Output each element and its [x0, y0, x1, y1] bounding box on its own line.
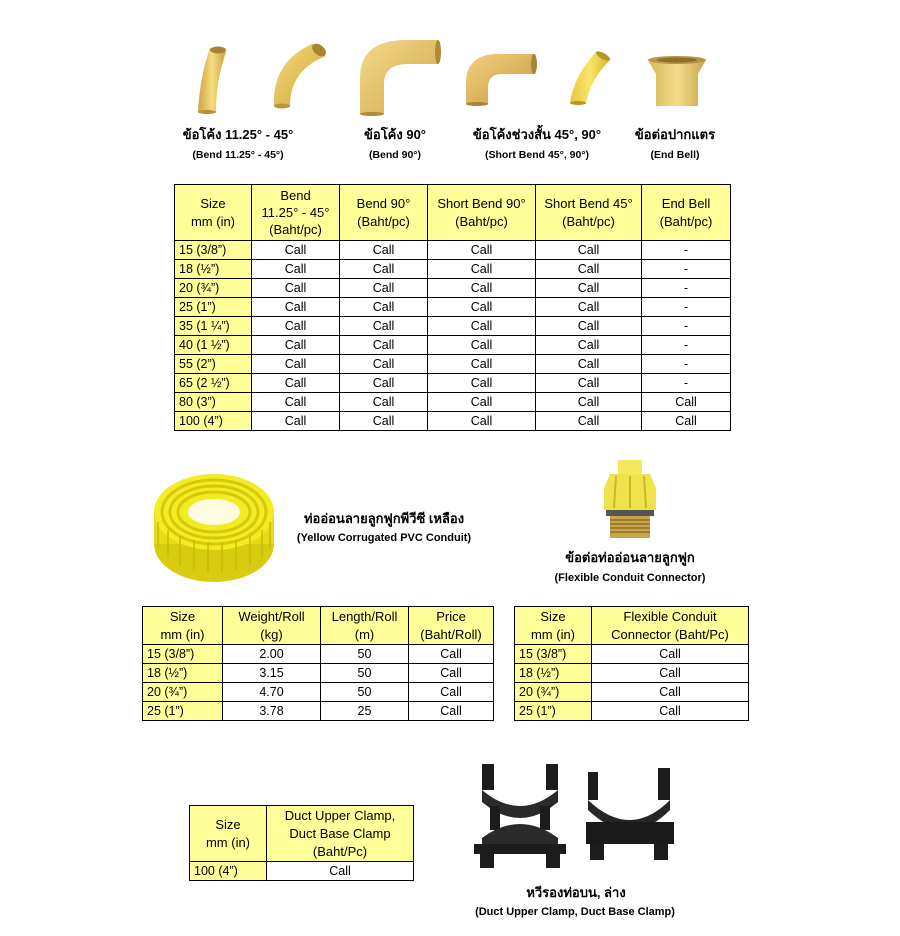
conduit-price-table	[142, 606, 494, 721]
flexible-conduit-connector-image	[596, 458, 664, 540]
price-cell: Call	[409, 645, 494, 664]
price-cell: -	[642, 260, 731, 279]
clamp-price-table	[189, 805, 414, 881]
price-cell: Call	[428, 412, 536, 431]
short-bend-caption-en: (Short Bend 45°, 90°)	[484, 149, 590, 161]
price-cell: -	[642, 374, 731, 393]
header-weight-roll: Weight/Roll (kg)	[223, 607, 321, 645]
price-cell: Call	[340, 298, 428, 317]
price-cell: Call	[340, 374, 428, 393]
price-cell: Call	[252, 355, 340, 374]
table-row	[515, 702, 749, 721]
size-cell: 65 (2 ½”)	[175, 374, 252, 393]
price-cell: Call	[340, 279, 428, 298]
price-cell: Call	[428, 279, 536, 298]
price-cell: Call	[536, 355, 642, 374]
size-cell: 20 (¾”)	[143, 683, 223, 702]
end-bell-image	[646, 54, 708, 110]
price-cell: -	[642, 241, 731, 260]
price-cell: Call	[428, 355, 536, 374]
price-cell: Call	[340, 336, 428, 355]
price-cell: Call	[592, 702, 749, 721]
price-cell: Call	[536, 298, 642, 317]
price-cell: Call	[267, 862, 414, 881]
size-cell: 20 (¾”)	[175, 279, 252, 298]
size-cell: 100 (4”)	[190, 862, 267, 881]
price-cell: Call	[428, 241, 536, 260]
header-end-bell: End Bell (Baht/pc)	[642, 185, 731, 241]
price-cell: Call	[252, 279, 340, 298]
size-cell: 18 (½”)	[515, 664, 592, 683]
size-cell: 80 (3”)	[175, 393, 252, 412]
connector-price-table	[514, 606, 749, 721]
connector-caption-en: (Flexible Conduit Connector)	[554, 572, 706, 584]
table-row	[175, 317, 731, 336]
header-size: Size mm (in)	[515, 607, 592, 645]
price-cell: 3.78	[223, 702, 321, 721]
duct-base-clamp-image	[582, 764, 678, 864]
table-row	[190, 862, 414, 881]
table-row	[175, 336, 731, 355]
price-cell: Call	[642, 393, 731, 412]
bend-90-caption-th: ข้อโค้ง 90°	[364, 127, 426, 142]
price-cell: Call	[252, 336, 340, 355]
price-cell: 50	[321, 664, 409, 683]
price-cell: -	[642, 355, 731, 374]
clamp-caption-en: (Duct Upper Clamp, Duct Base Clamp)	[475, 906, 675, 918]
size-cell: 15 (3/8”)	[175, 241, 252, 260]
table-row	[175, 279, 731, 298]
price-cell: Call	[536, 241, 642, 260]
price-cell: Call	[252, 412, 340, 431]
price-cell: Call	[536, 393, 642, 412]
size-cell: 40 (1 ½”)	[175, 336, 252, 355]
price-cell: 25	[321, 702, 409, 721]
corrugated-conduit-roll-image	[152, 470, 276, 586]
price-cell: Call	[340, 260, 428, 279]
header-short-bend-90: Short Bend 90° (Baht/pc)	[428, 185, 536, 241]
price-cell: Call	[409, 702, 494, 721]
fittings-price-table	[174, 184, 731, 431]
price-cell: Call	[252, 393, 340, 412]
table-row	[143, 664, 494, 683]
price-cell: 50	[321, 683, 409, 702]
price-cell: Call	[252, 241, 340, 260]
conduit-caption-th: ท่ออ่อนลายลูกฟูกพีวีซี เหลือง	[303, 511, 465, 526]
table-row	[175, 355, 731, 374]
price-cell: Call	[536, 336, 642, 355]
size-cell: 25 (1”)	[515, 702, 592, 721]
bend-90-caption-en: (Bend 90°)	[368, 149, 422, 161]
price-cell: Call	[409, 664, 494, 683]
price-cell: Call	[252, 374, 340, 393]
table-header-row	[515, 607, 749, 645]
size-cell: 25 (1”)	[143, 702, 223, 721]
price-cell: Call	[428, 374, 536, 393]
header-connector-price: Flexible Conduit Connector (Baht/Pc)	[592, 607, 749, 645]
size-cell: 18 (½”)	[175, 260, 252, 279]
price-cell: Call	[642, 412, 731, 431]
header-short-bend-45: Short Bend 45° (Baht/pc)	[536, 185, 642, 241]
price-cell: Call	[592, 664, 749, 683]
price-cell: Call	[340, 317, 428, 336]
price-cell: 50	[321, 645, 409, 664]
header-length-roll: Length/Roll (m)	[321, 607, 409, 645]
price-cell: Call	[428, 298, 536, 317]
price-cell: -	[642, 317, 731, 336]
short-bend-45-image	[566, 46, 616, 108]
size-cell: 100 (4”)	[175, 412, 252, 431]
price-cell: Call	[252, 317, 340, 336]
size-cell: 20 (¾”)	[515, 683, 592, 702]
price-cell: Call	[252, 298, 340, 317]
table-row	[143, 702, 494, 721]
price-cell: Call	[592, 683, 749, 702]
price-cell: Call	[536, 279, 642, 298]
price-cell: Call	[340, 241, 428, 260]
size-cell: 55 (2”)	[175, 355, 252, 374]
table-row	[175, 260, 731, 279]
size-cell: 35 (1 ¼”)	[175, 317, 252, 336]
clamp-caption-th: หวีรองท่อบน, ล่าง	[526, 885, 626, 900]
table-row	[143, 683, 494, 702]
price-cell: -	[642, 298, 731, 317]
bend-11-45-caption-en: (Bend 11.25° - 45°)	[192, 149, 284, 161]
price-cell: Call	[592, 645, 749, 664]
price-cell: Call	[428, 317, 536, 336]
price-cell: 4.70	[223, 683, 321, 702]
price-cell: Call	[428, 260, 536, 279]
price-cell: -	[642, 279, 731, 298]
table-row	[175, 298, 731, 317]
price-cell: Call	[340, 355, 428, 374]
short-bend-caption-th: ข้อโค้งช่วงสั้น 45°, 90°	[472, 127, 602, 142]
table-row	[175, 393, 731, 412]
price-cell: Call	[409, 683, 494, 702]
bend-90-image	[268, 40, 330, 110]
header-size: Size mm (in)	[175, 185, 252, 241]
price-cell: 3.15	[223, 664, 321, 683]
price-cell: -	[642, 336, 731, 355]
table-row	[143, 645, 494, 664]
price-cell: Call	[536, 412, 642, 431]
end-bell-caption-en: (End Bell)	[650, 149, 700, 161]
header-bend-11-45: Bend 11.25° - 45° (Baht/pc)	[252, 185, 340, 241]
bend-11-45-image	[188, 36, 232, 114]
duct-upper-clamp-image	[470, 760, 570, 870]
connector-caption-th: ข้อต่อท่ออ่อนลายลูกฟูก	[565, 550, 695, 565]
price-cell: 2.00	[223, 645, 321, 664]
price-cell: Call	[428, 393, 536, 412]
table-header-row	[190, 806, 414, 862]
header-clamp-price: Duct Upper Clamp, Duct Base Clamp (Baht/Pc)	[267, 806, 414, 862]
table-row	[175, 412, 731, 431]
end-bell-caption-th: ข้อต่อปากแตร	[634, 127, 716, 142]
table-row	[515, 645, 749, 664]
size-cell: 18 (½”)	[143, 664, 223, 683]
bend-11-45-caption-th: ข้อโค้ง 11.25° - 45°	[182, 127, 294, 142]
table-row	[175, 374, 731, 393]
header-bend-90: Bend 90° (Baht/pc)	[340, 185, 428, 241]
table-header-row	[175, 185, 731, 241]
price-cell: Call	[536, 260, 642, 279]
bend-90-large-image	[356, 34, 442, 116]
table-row	[175, 241, 731, 260]
price-cell: Call	[428, 336, 536, 355]
table-header-row	[143, 607, 494, 645]
conduit-caption-en: (Yellow Corrugated PVC Conduit)	[296, 532, 472, 544]
price-cell: Call	[340, 412, 428, 431]
price-cell: Call	[252, 260, 340, 279]
price-cell: Call	[536, 374, 642, 393]
short-bend-image	[462, 46, 538, 108]
price-cell: Call	[340, 393, 428, 412]
header-size: Size mm (in)	[143, 607, 223, 645]
size-cell: 15 (3/8”)	[515, 645, 592, 664]
price-cell: Call	[536, 317, 642, 336]
table-row	[515, 683, 749, 702]
header-price: Price (Baht/Roll)	[409, 607, 494, 645]
table-row	[515, 664, 749, 683]
header-size: Size mm (in)	[190, 806, 267, 862]
size-cell: 25 (1”)	[175, 298, 252, 317]
size-cell: 15 (3/8”)	[143, 645, 223, 664]
